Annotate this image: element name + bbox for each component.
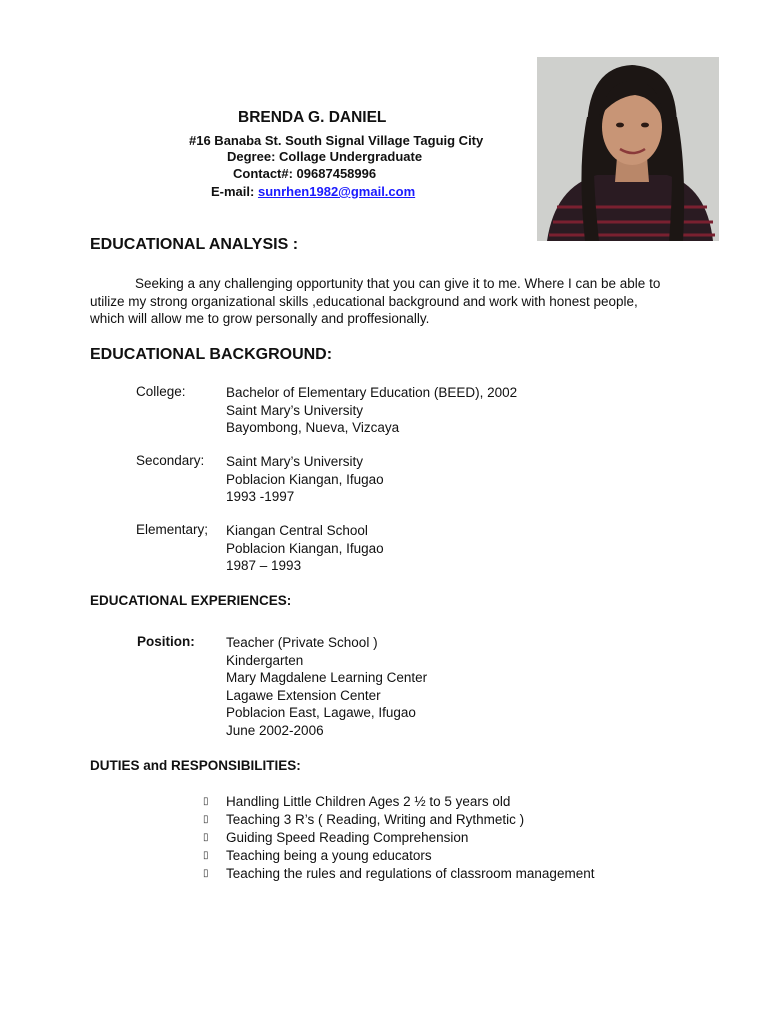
college-line: Saint Mary’s University bbox=[226, 402, 364, 418]
list-item bbox=[203, 829, 594, 847]
duty-text: Guiding Speed Reading Comprehension bbox=[226, 830, 469, 845]
bullet-icon: ▯ bbox=[203, 814, 209, 825]
list-item bbox=[203, 793, 594, 811]
elementary-label: Elementary; bbox=[136, 522, 209, 537]
position-line: June 2002-2006 bbox=[226, 722, 324, 738]
degree: Degree: Collage Undergraduate bbox=[227, 149, 423, 164]
objective-text bbox=[90, 275, 690, 328]
bullet-icon: ▯ bbox=[203, 868, 209, 879]
secondary-details bbox=[226, 453, 384, 506]
applicant-name: BRENDA G. DANIEL bbox=[238, 109, 387, 126]
duties-heading: DUTIES and RESPONSIBILITIES: bbox=[90, 758, 301, 773]
bullet-icon: ▯ bbox=[203, 850, 209, 861]
position-line: Lagawe Extension Center bbox=[226, 687, 381, 703]
elementary-details bbox=[226, 522, 384, 575]
position-line: Mary Magdalene Learning Center bbox=[226, 670, 428, 685]
email-label: E-mail: bbox=[211, 184, 258, 199]
list-item bbox=[203, 865, 594, 883]
duty-text: Teaching 3 R’s ( Reading, Writing and Rythmetic ) bbox=[226, 812, 525, 827]
position-line: Kindergarten bbox=[226, 652, 304, 668]
list-item bbox=[203, 811, 594, 829]
position-line: Poblacion East, Lagawe, Ifugao bbox=[226, 705, 416, 720]
position-label: Position: bbox=[137, 634, 195, 649]
position-details bbox=[226, 634, 427, 739]
elementary-line: Kiangan Central School bbox=[226, 523, 368, 538]
secondary-label: Secondary: bbox=[136, 453, 205, 468]
list-item bbox=[203, 847, 594, 865]
applicant-photo bbox=[537, 57, 719, 241]
college-details bbox=[226, 384, 517, 437]
elementary-line: 1987 – 1993 bbox=[226, 558, 302, 573]
secondary-line: Poblacion Kiangan, Ifugao bbox=[226, 471, 384, 487]
objective-line-2: utilize my strong organizational skills ,educational background and work with honest people, bbox=[90, 293, 638, 309]
secondary-line: Saint Mary’s University bbox=[226, 454, 364, 469]
email-link[interactable]: sunrhen1982@gmail.com bbox=[257, 184, 416, 199]
elementary-line: Poblacion Kiangan, Ifugao bbox=[226, 540, 384, 556]
objective-line-1: Seeking a any challenging opportunity that you can give it to me. Where I can be able to bbox=[135, 276, 661, 291]
experience-heading: EDUCATIONAL EXPERIENCES: bbox=[90, 593, 292, 608]
position-line: Teacher (Private School ) bbox=[226, 635, 378, 650]
bullet-icon: ▯ bbox=[203, 832, 209, 843]
bullet-icon: ▯ bbox=[203, 796, 209, 807]
duty-text: Teaching being a young educators bbox=[226, 848, 432, 863]
college-label: College: bbox=[136, 384, 186, 399]
education-heading: EDUCATIONAL BACKGROUND: bbox=[90, 346, 333, 363]
secondary-line: 1993 -1997 bbox=[226, 489, 295, 504]
duty-text: Teaching the rules and regulations of classroom management bbox=[226, 866, 595, 881]
objective-heading: EDUCATIONAL ANALYSIS : bbox=[90, 236, 299, 253]
college-line: Bayombong, Nueva, Vizcaya bbox=[226, 420, 400, 435]
address: #16 Banaba St. South Signal Village Taguig City bbox=[189, 133, 484, 148]
duty-text: Handling Little Children Ages 2 ½ to 5 years old bbox=[226, 794, 511, 809]
college-line: Bachelor of Elementary Education (BEED), 2002 bbox=[226, 385, 518, 400]
duties-list bbox=[203, 793, 594, 883]
objective-line-3: which will allow me to grow personally and proffesionally. bbox=[90, 311, 430, 326]
contact-number: Contact#: 09687458996 bbox=[233, 166, 377, 181]
email-line bbox=[211, 184, 415, 199]
